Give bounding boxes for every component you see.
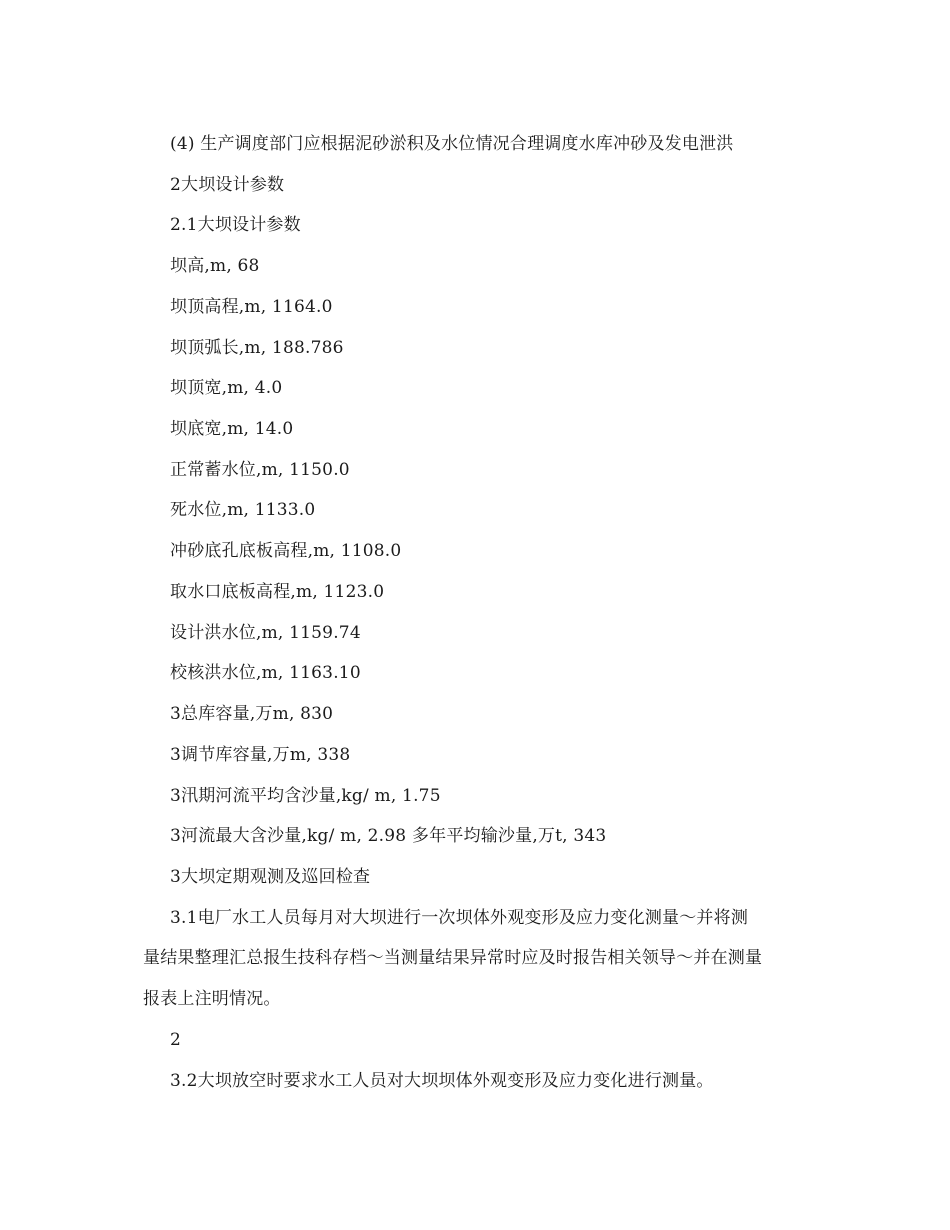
param-design-flood-level: 设计洪水位,m, 1159.74 — [170, 623, 361, 643]
param-flood-season-sediment: 3汛期河流平均含沙量,kg/ m, 1.75 — [170, 786, 441, 806]
param-crest-arc-length: 坝顶弧长,m, 188.786 — [170, 338, 344, 358]
param-crest-width: 坝顶宽,m, 4.0 — [170, 378, 283, 398]
param-max-sediment: 3河流最大含沙量,kg/ m, 2.98 多年平均输沙量,万t, 343 — [170, 826, 607, 846]
param-dam-height: 坝高,m, 68 — [170, 256, 260, 276]
paragraph-3-1-line-1: 3.1电厂水工人员每月对大坝进行一次坝体外观变形及应力变化测量～并将测 — [170, 908, 749, 928]
param-intake-bottom-elevation: 取水口底板高程,m, 1123.0 — [170, 582, 385, 602]
param-crest-elevation: 坝顶高程,m, 1164.0 — [170, 297, 333, 317]
param-sluice-bottom-elevation: 冲砂底孔底板高程,m, 1108.0 — [170, 541, 402, 561]
page-number: 2 — [170, 1030, 182, 1050]
section-heading-2: 2大坝设计参数 — [170, 175, 285, 195]
param-dead-water-level: 死水位,m, 1133.0 — [170, 500, 316, 520]
section-heading-3: 3大坝定期观测及巡回检查 — [170, 867, 371, 887]
subsection-heading-2-1: 2.1大坝设计参数 — [170, 215, 301, 235]
paragraph-3-2: 3.2大坝放空时要求水工人员对大坝坝体外观变形及应力变化进行测量。 — [170, 1071, 714, 1091]
paragraph-3-1-line-2: 量结果整理汇总报生技科存档～当测量结果异常时应及时报告相关领导～并在测量 — [143, 948, 763, 968]
param-normal-water-level: 正常蓄水位,m, 1150.0 — [170, 460, 350, 480]
param-base-width: 坝底宽,m, 14.0 — [170, 419, 294, 439]
text-line-dispatch: (4) 生产调度部门应根据泥砂淤积及水位情况合理调度水库冲砂及发电泄洪 — [170, 134, 734, 154]
param-total-capacity: 3总库容量,万m, 830 — [170, 704, 334, 724]
param-regulating-capacity: 3调节库容量,万m, 338 — [170, 745, 351, 765]
param-check-flood-level: 校核洪水位,m, 1163.10 — [170, 663, 361, 683]
paragraph-3-1-line-3: 报表上注明情况。 — [143, 989, 281, 1009]
